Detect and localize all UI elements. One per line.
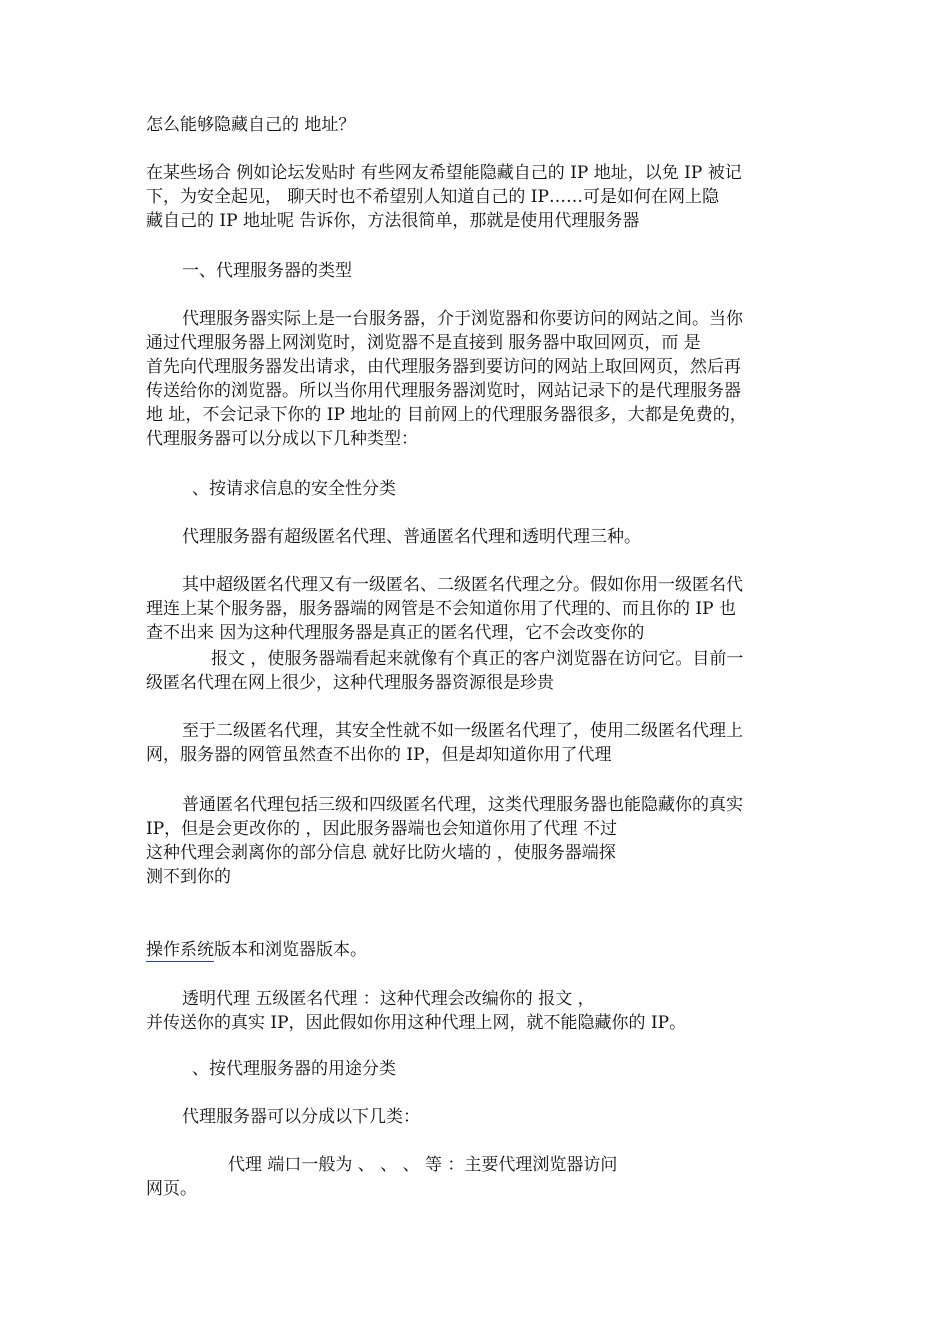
os-link[interactable]: 操作系统 (146, 940, 214, 960)
paragraph-line: 代理服务器可以分成以下几类： (182, 1107, 420, 1127)
paragraph-line: 代理服务器有超级匿名代理、普通匿名代理和透明代理三种。 (182, 527, 641, 547)
paragraph-line: IP，但是会更改你的 ，因此服务器端也会知道你用了代理 不过 (146, 819, 617, 839)
link-line (146, 938, 367, 962)
paragraph-line: 测不到你的 (146, 867, 231, 887)
link-trailing-text: 版本和浏览器版本。 (214, 940, 367, 960)
paragraph-line: 代理 端口一般为 、 、 、 等 ：主要代理浏览器访问 (228, 1155, 618, 1175)
paragraph-line: 通过代理服务器上网浏览时，浏览器不是直接到 服务器中取回网页，而 是 (146, 333, 701, 353)
paragraph-line: 普通匿名代理包括三级和四级匿名代理，这类代理服务器也能隐藏你的真实 (182, 795, 743, 815)
paragraph-line: 网，服务器的网管虽然查不出你的 IP，但是却知道你用了代理 (146, 745, 612, 765)
paragraph-line: 报文 ，使服务器端看起来就像有个真正的客户浏览器在访问它。目前一 (211, 649, 744, 669)
paragraph-line: 这种代理会剥离你的部分信息 就好比防火墙的 ，使服务器端探 (146, 843, 616, 863)
paragraph-line: 透明代理 五级匿名代理 ：这种代理会改编你的 报文 ， (182, 989, 595, 1009)
paragraph-line: 级匿名代理在网上很少，这种代理服务器资源很是珍贵 (146, 673, 554, 693)
paragraph-line: 代理服务器实际上是一台服务器，介于浏览器和你要访问的网站之间。当你 (182, 309, 743, 329)
paragraph-line: 代理服务器可以分成以下几种类型： (146, 429, 418, 449)
paragraph-line: 首先向代理服务器发出请求，由代理服务器到要访问的网站上取回网页，然后再 (146, 357, 741, 377)
paragraph-line: 其中超级匿名代理又有一级匿名、二级匿名代理之分。假如你用一级匿名代 (182, 575, 743, 595)
paragraph-line: 网页。 (146, 1179, 197, 1199)
paragraph-line: 至于二级匿名代理，其安全性就不如一级匿名代理了，使用二级匿名代理上 (182, 721, 743, 741)
doc-title: 怎么能够隐藏自己的 地址？ (146, 115, 356, 135)
paragraph-line: 并传送你的真实 IP，因此假如你用这种代理上网，就不能隐藏你的 IP。 (146, 1013, 687, 1033)
paragraph-line: 理连上某个服务器，服务器端的网管是不会知道你用了代理的、而且你的 IP 也 (146, 599, 736, 619)
subsection-heading: 、按代理服务器的用途分类 (192, 1059, 396, 1079)
intro-line: 下，为安全起见， 聊天时也不希望别人知道自己的 IP……可是如何在网上隐 (146, 187, 719, 207)
intro-line: 藏自己的 IP 地址呢 告诉你，方法很简单，那就是使用代理服务器 (146, 211, 640, 231)
paragraph-line: 查不出来 因为这种代理服务器是真正的匿名代理，它不会改变你的 (146, 623, 645, 643)
paragraph-line: 传送给你的浏览器。所以当你用代理服务器浏览时，网站记录下的是代理服务器 (146, 381, 741, 401)
paragraph-line: 地 址，不会记录下你的 IP 地址的 目前网上的代理服务器很多，大都是免费的， (146, 405, 747, 425)
intro-line: 在某些场合 例如论坛发贴时 有些网友希望能隐藏自己的 IP 地址，以免 IP 被记 (146, 163, 742, 183)
section-heading: 一、代理服务器的类型 (182, 261, 352, 281)
subsection-heading: 、按请求信息的安全性分类 (192, 479, 396, 499)
